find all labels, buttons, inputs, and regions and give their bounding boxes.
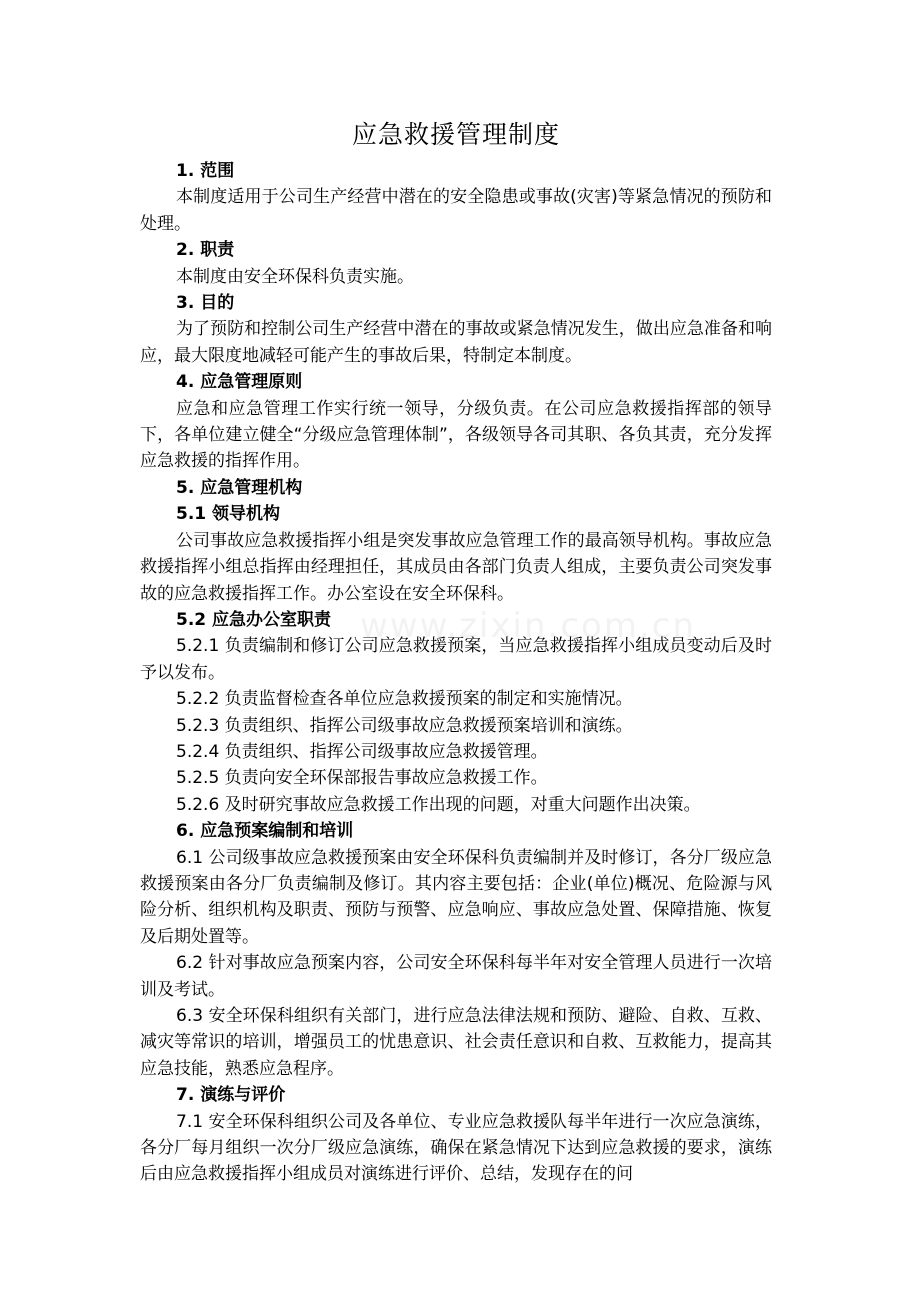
paragraph: 6.3 安全环保科组织有关部门，进行应急法律法规和预防、避险、自救、互救、减灾等常识的培训，增强员工的忧患意识、社会责任意识和自救、互救能力，提高其应急技能，熟悉应急程序。 (140, 1006, 772, 1079)
watermark: www.zixin.com.cn (360, 606, 696, 646)
section-heading: 1. 范围 (176, 161, 235, 181)
section-heading: 4. 应急管理原则 (176, 372, 303, 393)
paragraph: 为了预防和控制公司生产经营中潜在的事故或紧急情况发生，做出应急准备和响应，最大限度地减轻可能产生的事故后果，特制定本制度。 (140, 319, 772, 366)
paragraph: 应急和应急管理工作实行统一领导，分级负责。在公司应急救援指挥部的领导下，各单位建立健全“分级应急管理体制”，各级领导各司其职、各负其责，充分发挥应急救援的指挥作用。 (140, 398, 772, 472)
paragraph: 7.1 安全环保科组织公司及各单位、专业应急救援队每半年进行一次应急演练，各分厂每月组织一次分厂级应急演练，确保在紧急情况下达到应急救援的要求，演练后由应急救援指挥小组成员对演练进行评价、总结，发现存在的问 (140, 1111, 772, 1185)
paragraph: 本制度由安全环保科负责实施。 (176, 266, 414, 287)
paragraph: 5.2.1 负责编制和修订公司应急救援预案，当应急救援指挥小组成员变动后及时予以发布。 (140, 636, 772, 683)
section-heading: 5. 应急管理机构 (176, 477, 303, 498)
section-heading: 6. 应急预案编制和培训 (176, 821, 354, 842)
paragraph: 6.1 公司级事故应急救援预案由安全环保科负责编制并及时修订，各分厂级应急救援预案由各分厂负责编制及修订。其内容主要包括：企业(单位)概况、危险源与风险分析、组织机构及职责、预防与预警、应急响应、事故应急处置、保障措施、恢复及后期处置等。 (140, 847, 772, 947)
paragraph: 5.2.2 负责监督检查各单位应急救援预案的制定和实施情况。 (176, 689, 633, 710)
paragraph: 6.2 针对事故应急预案内容，公司安全环保科每半年对安全管理人员进行一次培训及考试。 (140, 953, 772, 1000)
paragraph: 5.2.4 负责组织、指挥公司级事故应急救援管理。 (176, 741, 548, 762)
section-heading: 5.2 应急办公室职责 (176, 609, 332, 630)
paragraph: 本制度适用于公司生产经营中潜在的安全隐患或事故(灾害)等紧急情况的预防和处理。 (140, 187, 772, 234)
section-heading: 2. 职责 (176, 240, 235, 261)
section-heading: 3. 目的 (176, 293, 235, 314)
paragraph: 公司事故应急救援指挥小组是突发事故应急管理工作的最高领导机构。事故应急救援指挥小组总指挥由经理担任，其成员由各部门负责人组成，主要负责公司突发事故的应急救援指挥工作。办公室设在安全环保科。 (140, 530, 772, 604)
section-heading: 5.1 领导机构 (176, 504, 281, 525)
section-heading: 7. 演练与评价 (176, 1085, 286, 1106)
document-title: 应急救援管理制度 (351, 120, 560, 149)
paragraph: 5.2.3 负责组织、指挥公司级事故应急救援预案培训和演练。 (176, 715, 633, 736)
document-body (140, 158, 772, 1188)
paragraph: 5.2.5 负责向安全环保部报告事故应急救援工作。 (176, 768, 548, 789)
document-page (140, 118, 772, 1188)
paragraph: 5.2.6 及时研究事故应急救援工作出现的问题，对重大问题作出决策。 (176, 794, 701, 815)
